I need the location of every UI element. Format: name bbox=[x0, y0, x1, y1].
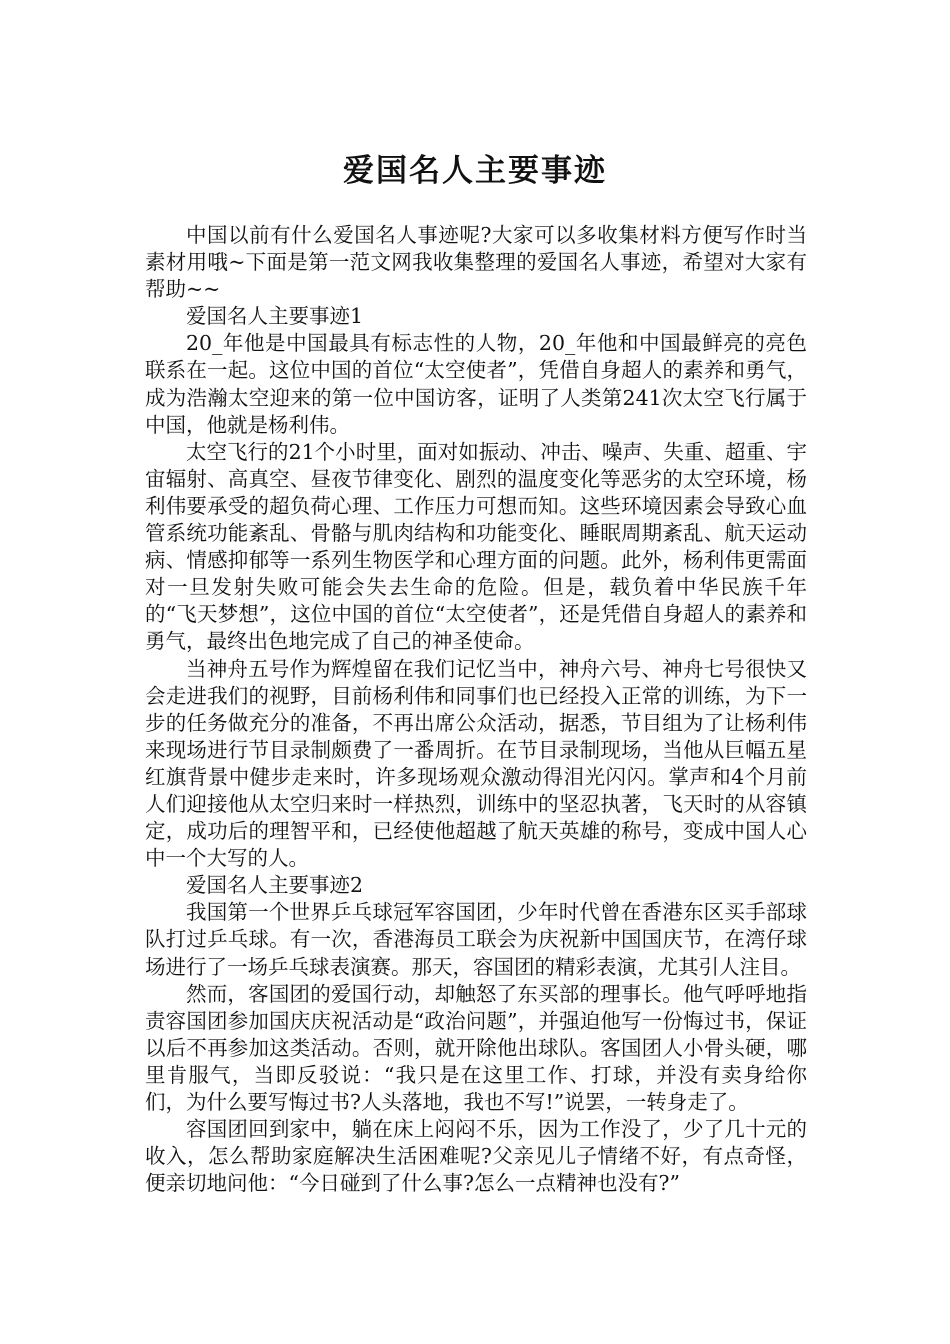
body-paragraph: 容国团回到家中，躺在床上闷闷不乐，因为工作没了，少了几十元的收入，怎么帮助家庭解决生活困难呢?父亲见儿子情绪不好，有点奇怪，便亲切地问他：“今日碰到了什么事?怎么一点精神也没有?” bbox=[145, 1117, 807, 1196]
body-paragraph: 我国第一个世界乒乓球冠军容国团，少年时代曾在香港东区买手部球队打过乒乓球。有一次，香港海员工联会为庆祝新中国国庆节，在湾仔球场进行了一场乒乓球表演赛。那天，容国团的精彩表演，尤其引人注目。 bbox=[145, 900, 807, 979]
body-paragraph: 当神舟五号作为辉煌留在我们记忆当中，神舟六号、神舟七号很快又会走进我们的视野，目前杨利伟和同事们也已经投入正常的训练，为下一步的任务做充分的准备，不再出席公众活动，据悉，节目组为了让杨利伟来现场进行节目录制颇费了一番周折。在节目录制现场，当他从巨幅五星红旗背景中健步走来时，许多现场观众激动得泪光闪闪。掌声和4个月前人们迎接他从太空归来时一样热烈，训练中的坚忍执著，飞天时的从容镇定，成功后的理智平和，已经使他超越了航天英雄的称号，变成中国人心中一个大写的人。 bbox=[145, 656, 807, 871]
section-heading-1: 爱国名人主要事迹1 bbox=[186, 304, 364, 329]
body-paragraph: 然而，客国团的爱国行动，却触怒了东买部的理事长。他气呼呼地指责容国团参加国庆庆祝活动是“政治问题”，并强迫他写一份悔过书，保证以后不再参加这类活动。否则，就开除他出球队。客国团人小骨头硬，哪里肯服气，当即反驳说：“我只是在这里工作、打球，并没有卖身给你们，为什么要写悔过书?人头落地，我也不写!”说罢，一转身走了。 bbox=[145, 981, 807, 1114]
body-paragraph: 太空飞行的21个小时里，面对如振动、冲击、噪声、失重、超重、宇宙辐射、高真空、昼夜节律变化、剧烈的温度变化等恶劣的太空环境，杨利伟要承受的超负荷心理、工作压力可想而知。这些环境因素会导致心血管系统功能紊乱、骨骼与肌肉结构和功能变化、睡眠周期紊乱、航天运动病、情感抑郁等一系列生物医学和心理方面的问题。此外，杨利伟更需面对一旦发射失败可能会失去生命的危险。但是，载负着中华民族千年的“飞天梦想”，这位中国的首位“太空使者”，还是凭借自身超人的素养和勇气，最终出色地完成了自己的神圣使命。 bbox=[145, 439, 807, 654]
document-title: 爱国名人主要事迹 bbox=[343, 152, 607, 189]
body-paragraph: 20_年他是中国最具有标志性的人物，20_年他和中国最鲜亮的亮色联系在一起。这位中国的首位“太空使者”，凭借自身超人的素养和勇气，成为浩瀚太空迎来的第一位中国访客，证明了人类第241次太空飞行属于中国，他就是杨利伟。 bbox=[145, 331, 807, 437]
section-heading-2: 爱国名人主要事迹2 bbox=[186, 873, 364, 898]
intro-paragraph: 中国以前有什么爱国名人事迹呢?大家可以多收集材料方便写作时当素材用哦~下面是第一范文网我收集整理的爱国名人事迹，希望对大家有帮助~~ bbox=[145, 223, 807, 302]
document-body bbox=[145, 222, 807, 1197]
